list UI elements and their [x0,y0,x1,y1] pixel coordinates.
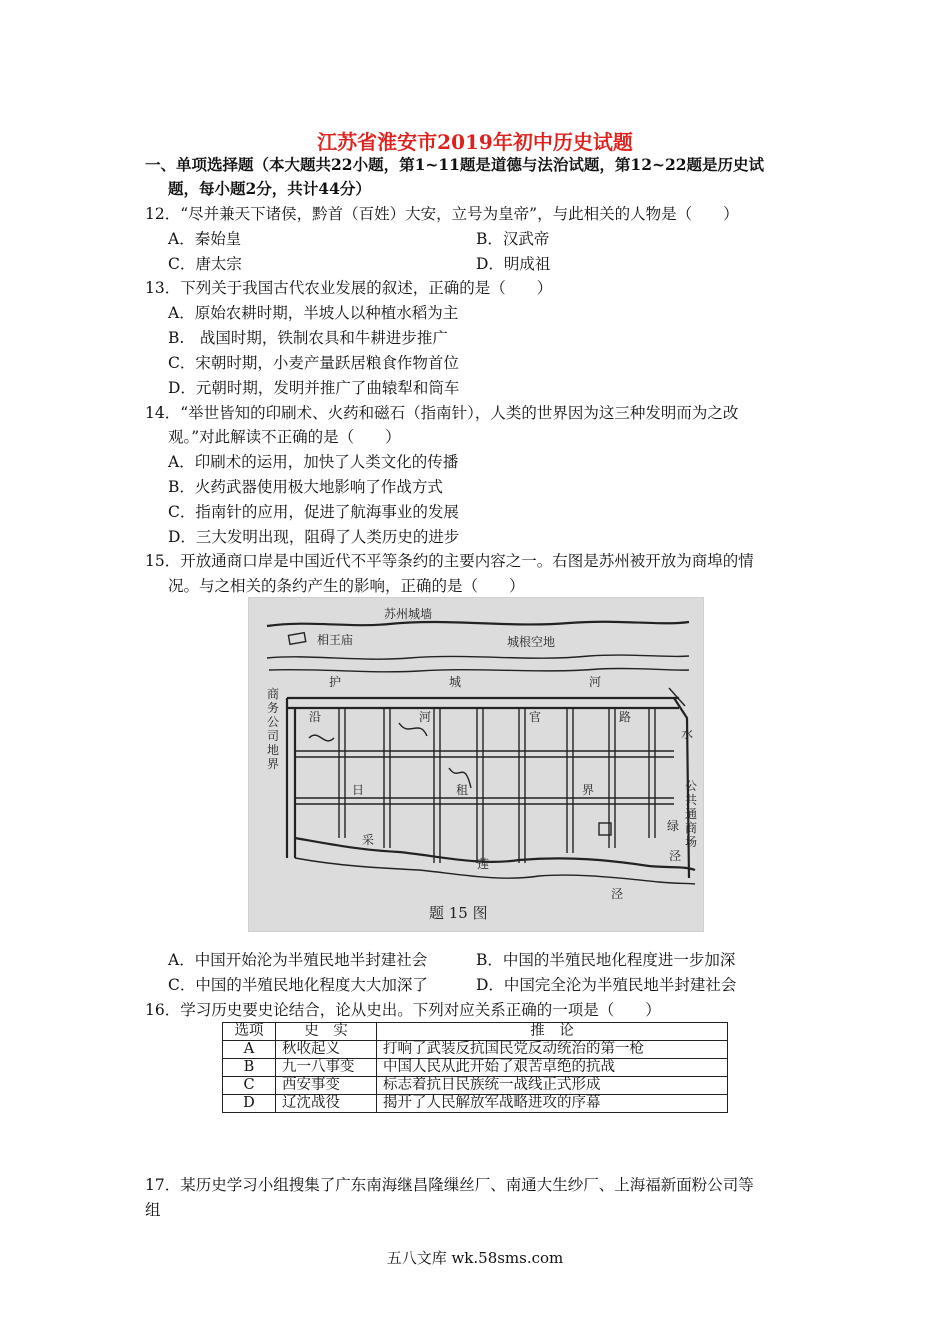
q13-option-a: A．原始农耕时期，半坡人以种植水稻为主 [168,304,459,322]
map-settlement-1: 公 [685,779,698,793]
map-label-jing-right: 泾 [669,849,682,863]
map-concession-3: 界 [582,783,595,797]
map-concession-1: 日 [352,783,365,797]
map-concession-2: 租 [456,783,469,797]
map-label-moat-2: 城 [449,675,462,689]
q15-option-a: A．中国开始沦为半殖民地半封建社会 [168,951,428,969]
map-boundary-4: 司 [267,729,280,743]
q14-option-c: C．指南针的应用，促进了航海事业的发展 [168,503,459,521]
map-drawing [249,598,703,931]
table-row [223,1041,728,1059]
q14-option-d: D．三大发明出现，阻碍了人类历史的进步 [168,528,460,546]
map-settlement-3: 通 [685,807,698,821]
map-label-water: 水 [681,727,694,741]
q13-option-c: C．宋朝时期，小麦产量跃居粮食作物首位 [168,354,459,372]
table-header-cell: 选项 [223,1023,276,1041]
q17-stem-line2: 组 [145,1201,161,1219]
q14-option-a: A．印刷术的运用，加快了人类文化的传播 [168,453,459,471]
q12-stem: 12．“尽并兼天下诸侯，黔首（百姓）大安，立号为皇帝”，与此相关的人物是（ ） [145,205,739,223]
table-cell: A [223,1041,276,1059]
map-boundary-1: 商 [267,687,280,701]
q15-stem-line1: 15．开放通商口岸是中国近代不平等条约的主要内容之一。右图是苏州被开放为商埠的情 [145,552,754,570]
suzhou-concession-map [248,597,704,932]
map-label-lian: 莲 [477,857,490,871]
q12-option-b: B．汉武帝 [476,230,550,248]
table-cell: 西安事变 [276,1077,377,1095]
map-settlement-4: 商 [685,821,698,835]
q16-table [222,1022,728,1113]
q16-stem: 16．学习历史要史论结合，论从史出。下列对应关系正确的一项是（ ） [145,1001,661,1019]
map-boundary-5: 地 [267,743,280,757]
map-label-jing: 泾 [611,887,624,901]
q13-option-d: D．元朝时期，发明并推广了曲辕犁和筒车 [168,379,460,397]
table-cell: B [223,1059,276,1077]
table-row [223,1059,728,1077]
map-label-road-1: 沿 [309,710,322,724]
map-label-moat-3: 河 [589,675,602,689]
map-boundary-6: 界 [267,757,280,771]
q14-stem-line1: 14．“举世皆知的印刷术、火药和磁石（指南针），人类的世界因为这三种发明而为之改 [145,404,739,422]
map-boundary-2: 务 [267,701,280,715]
page-title: 江苏省淮安市2019年初中历史试题 [317,130,633,154]
table-cell: 中国人民从此开始了艰苦卓绝的抗战 [377,1059,728,1077]
q15-option-b: B．中国的半殖民地化程度进一步加深 [476,951,736,969]
q15-stem-line2: 况。与之相关的条约产生的影响，正确的是（ ） [168,577,525,595]
table-cell: 揭开了人民解放军战略进攻的序幕 [377,1095,728,1113]
q12-option-d: D．明成祖 [476,255,551,273]
table-header-cell: 史 实 [276,1023,377,1041]
map-label-temple: 相王庙 [317,633,354,647]
map-label-road-4: 路 [619,710,632,724]
table-header-row [223,1023,728,1041]
q14-option-b: B．火药武器使用极大地影响了作战方式 [168,478,443,496]
section-heading-line1: 一、单项选择题（本大题共22小题，第1~11题是道德与法治试题，第12~22题是历史试 [145,155,765,174]
q13-option-b: B. 战国时期，铁制农具和牛耕进步推广 [168,329,448,347]
table-cell: 打响了武装反抗国民党反动统治的第一枪 [377,1041,728,1059]
q17-stem-line1: 17．某历史学习小组搜集了广东南海继昌隆缫丝厂、南通大生纱厂、上海福新面粉公司等 [145,1176,754,1194]
section-heading [145,153,825,201]
map-label-cai: 采 [362,833,375,847]
table-cell: 秋收起义 [276,1041,377,1059]
map-caption: 题 15 图 [429,904,488,922]
q13-stem: 13．下列关于我国古代农业发展的叙述，正确的是（ ） [145,279,553,297]
q15-option-c: C．中国的半殖民地化程度大大加深了 [168,976,428,994]
q14-stem-line2: 观。”对此解读不正确的是（ ） [168,428,401,446]
page-footer: 五八文库 wk.58sms.com [386,1249,564,1267]
map-settlement-5: 场 [685,835,698,849]
map-label-moat-1: 护 [329,675,342,689]
table-row [223,1077,728,1095]
map-label-lu: 绿 [667,819,680,833]
map-label-land: 城根空地 [507,635,556,649]
table-cell: 九一八事变 [276,1059,377,1077]
section-heading-line2: 题，每小题2分，共计44分） [168,179,371,198]
map-label-wall: 苏州城墙 [384,607,433,621]
map-label-road-2: 河 [419,710,432,724]
table-row [223,1095,728,1113]
table-cell: 辽沈战役 [276,1095,377,1113]
q12-option-a: A．秦始皇 [168,230,242,248]
map-boundary-3: 公 [267,715,280,729]
map-label-road-3: 官 [529,710,542,724]
q12-option-c: C．唐太宗 [168,255,242,273]
q15-option-d: D．中国完全沦为半殖民地半封建社会 [476,976,737,994]
map-settlement-2: 共 [685,793,698,807]
table-cell: D [223,1095,276,1113]
table-header-cell: 推 论 [377,1023,728,1041]
table-cell: C [223,1077,276,1095]
table-cell: 标志着抗日民族统一战线正式形成 [377,1077,728,1095]
